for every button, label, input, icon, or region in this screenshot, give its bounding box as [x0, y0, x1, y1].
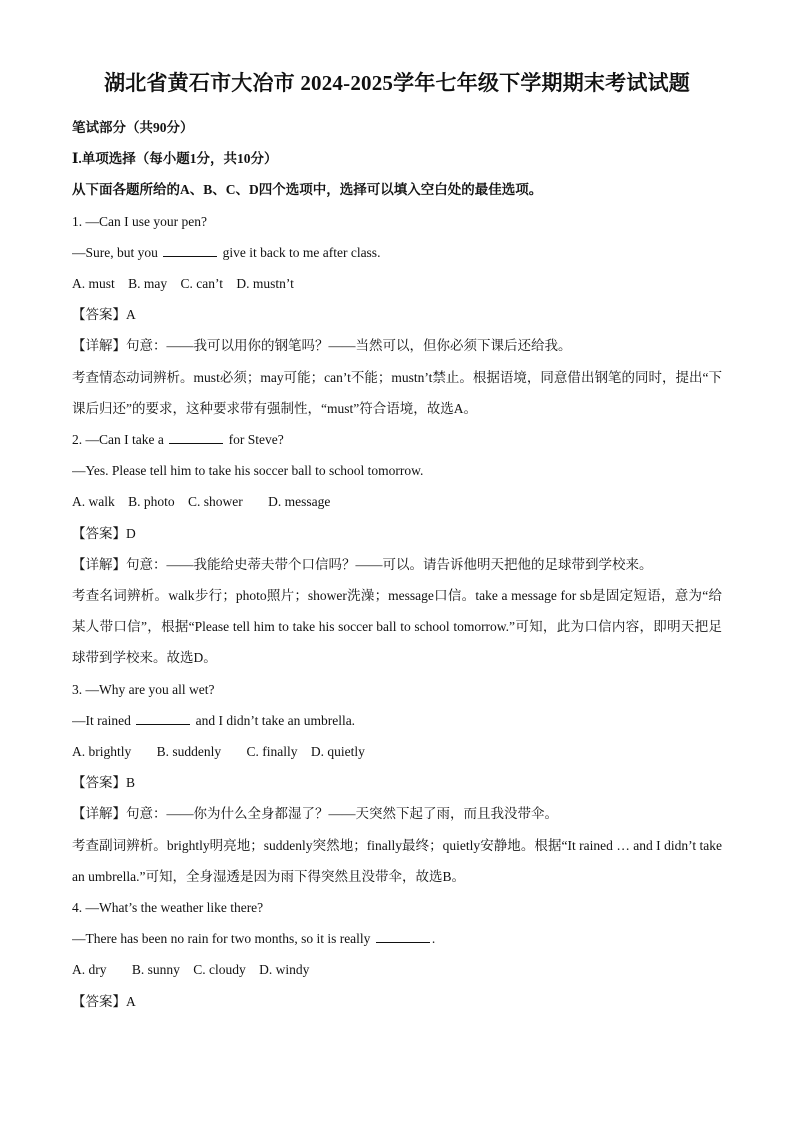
stem-text: —There has been no rain for two months, so it is really [72, 931, 371, 947]
question-stem: 4. —What’s the weather like there? [72, 900, 264, 916]
question-stem-with-blank [72, 237, 722, 268]
detail-line: 【详解】句意：——你为什么全身都湿了？——天突然下起了雨，而且我没带伞。 [72, 806, 558, 822]
stem-text: give it back to me after class. [222, 244, 381, 260]
page-title: 湖北省黄石市大冶市 2024-2025学年七年级下学期期末考试试题 [104, 71, 690, 95]
question-stem: 1. —Can I use your pen? [72, 213, 207, 229]
option-b: B. may [128, 276, 168, 292]
option-a: A. brightly [72, 744, 132, 760]
question-stem: 3. —Why are you all wet? [72, 681, 215, 697]
options-row [72, 954, 722, 985]
instruction-text: 从下面各题所给的A、B、C、D四个选项中，选择可以填入空白处的最佳选项。 [72, 182, 543, 198]
answer-line: 【答案】B [72, 775, 136, 791]
question-3 [72, 674, 722, 892]
explanation-paragraph: 考查情态动词辨析。must必须；may可能；can’t不能；mustn’t禁止。根据语境，同意借出钢笔的同时，提出“下课后归还”的要求，这种要求带有强制性，“must”符合语境，故选A。 [72, 369, 722, 416]
option-b: B. sunny [131, 962, 180, 978]
option-a: A. walk [72, 494, 115, 510]
option-c: C. shower [188, 494, 243, 510]
explanation-paragraph: 考查名词辨析。walk步行；photo照片；shower洗澡；message口信。take a message for sb是固定短语，意为“给某人带口信”，根据“Please tell him to take his soccer ball to school tomorrow.”可知，此为口信内容，即明天把足球带到学校来。故选D。 [72, 588, 722, 666]
answer-line: 【答案】A [72, 307, 136, 323]
question-4 [72, 892, 722, 1017]
detail-line: 【详解】句意：——我能给史蒂夫带个口信吗？——可以。请告诉他明天把他的足球带到学校来。 [72, 556, 653, 572]
detail-line: 【详解】句意：——我可以用你的钢笔吗？——当然可以，但你必须下课后还给我。 [72, 338, 572, 354]
option-c: C. cloudy [193, 962, 246, 978]
question-1 [72, 206, 722, 424]
option-d: D. mustn’t [236, 276, 294, 292]
answer-blank [169, 431, 223, 444]
part-heading: Ⅰ.单项选择（每小题1分，共10分） [72, 151, 278, 167]
question-2 [72, 424, 722, 674]
option-b: B. photo [128, 494, 175, 510]
option-a: A. must [72, 276, 115, 292]
options-row [72, 486, 722, 517]
question-stem-with-blank [72, 424, 722, 455]
answer-blank [163, 244, 217, 257]
answer-blank [376, 930, 430, 943]
stem-text: and I didn’t take an umbrella. [195, 712, 356, 728]
option-d: D. windy [259, 962, 310, 978]
question-stem: —Yes. Please tell him to take his soccer ball to school tomorrow. [72, 463, 424, 479]
options-row [72, 736, 722, 767]
question-stem-with-blank [72, 923, 722, 954]
option-c: C. can’t [180, 276, 224, 292]
question-stem-with-blank [72, 705, 722, 736]
section-heading: 笔试部分（共90分） [72, 120, 194, 135]
explanation-paragraph: 考查副词辨析。brightly明亮地；suddenly突然地；finally最终；quietly安静地。根据“It rained … and I didn’t take an umbrella.”可知，全身湿透是因为雨下得突然且没带伞，故选B。 [72, 837, 722, 884]
option-d: D. message [268, 494, 331, 510]
answer-line: 【答案】A [72, 993, 136, 1009]
option-b: B. suddenly [156, 744, 222, 760]
stem-text: for Steve? [228, 432, 284, 448]
option-d: D. quietly [310, 744, 365, 760]
stem-text: 2. —Can I take a [72, 432, 164, 448]
answer-blank [136, 712, 190, 725]
stem-text: —Sure, but you [72, 244, 158, 260]
stem-text: —It rained [72, 712, 131, 728]
option-a: A. dry [72, 962, 107, 978]
option-c: C. finally [246, 744, 298, 760]
stem-text: . [431, 931, 436, 947]
options-row [72, 268, 722, 299]
answer-line: 【答案】D [72, 525, 136, 541]
